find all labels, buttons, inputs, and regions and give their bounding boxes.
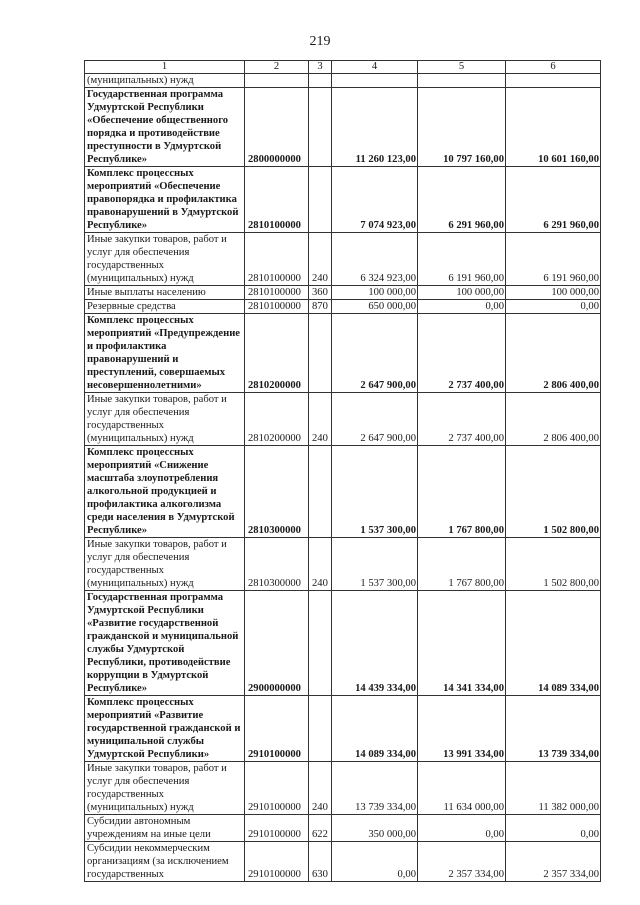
row-name: Иные закупки товаров, работ и услуг для обеспечения государственных (муниципальных) нужд	[85, 233, 245, 286]
row-expense-type: 360	[309, 286, 332, 300]
header-col-3: 3	[309, 61, 332, 74]
row-code: 2810100000	[245, 286, 309, 300]
row-value-col6: 11 382 000,00	[506, 762, 601, 815]
row-code: 2810100000	[245, 167, 309, 233]
row-code: 2810300000	[245, 538, 309, 591]
row-value-col6: 2 357 334,00	[506, 842, 601, 882]
row-value-col6	[506, 74, 601, 88]
row-value-col5: 0,00	[418, 300, 506, 314]
row-value-col5: 2 737 400,00	[418, 314, 506, 393]
header-col-4: 4	[332, 61, 418, 74]
table-row	[85, 233, 601, 286]
row-name: Субсидии автономным учреждениям на иные цели	[85, 815, 245, 842]
row-value-col6: 2 806 400,00	[506, 314, 601, 393]
row-value-col4: 6 324 923,00	[332, 233, 418, 286]
table-row	[85, 74, 601, 88]
row-expense-type: 240	[309, 393, 332, 446]
table-row	[85, 393, 601, 446]
table-row	[85, 696, 601, 762]
row-expense-type	[309, 446, 332, 538]
row-value-col4: 0,00	[332, 842, 418, 882]
row-expense-type	[309, 88, 332, 167]
table-row	[85, 286, 601, 300]
row-name: (муниципальных) нужд	[85, 74, 245, 88]
row-value-col6: 100 000,00	[506, 286, 601, 300]
table-body	[85, 74, 601, 882]
row-value-col5: 11 634 000,00	[418, 762, 506, 815]
row-value-col6: 6 291 960,00	[506, 167, 601, 233]
row-code: 2810200000	[245, 314, 309, 393]
row-name: Комплекс процессных мероприятий «Предупреждение и профилактика правонарушений и преступлений, совершаемых несовершеннолетними»	[85, 314, 245, 393]
row-value-col5: 6 191 960,00	[418, 233, 506, 286]
row-value-col4: 13 739 334,00	[332, 762, 418, 815]
row-expense-type	[309, 74, 332, 88]
row-value-col4: 14 089 334,00	[332, 696, 418, 762]
table-row	[85, 300, 601, 314]
table-row	[85, 762, 601, 815]
row-value-col4: 2 647 900,00	[332, 393, 418, 446]
row-value-col5: 14 341 334,00	[418, 591, 506, 696]
row-expense-type	[309, 696, 332, 762]
table-row	[85, 538, 601, 591]
header-col-6: 6	[506, 61, 601, 74]
row-value-col4: 650 000,00	[332, 300, 418, 314]
row-name: Иные закупки товаров, работ и услуг для обеспечения государственных (муниципальных) нужд	[85, 762, 245, 815]
row-value-col6: 14 089 334,00	[506, 591, 601, 696]
row-value-col5	[418, 74, 506, 88]
row-expense-type: 622	[309, 815, 332, 842]
row-value-col4: 1 537 300,00	[332, 538, 418, 591]
row-code: 2910100000	[245, 815, 309, 842]
row-value-col5: 2 737 400,00	[418, 393, 506, 446]
row-expense-type	[309, 167, 332, 233]
row-value-col6: 6 191 960,00	[506, 233, 601, 286]
row-value-col4: 100 000,00	[332, 286, 418, 300]
row-value-col4: 1 537 300,00	[332, 446, 418, 538]
row-value-col6: 0,00	[506, 300, 601, 314]
budget-table	[84, 60, 601, 882]
table-row	[85, 815, 601, 842]
row-name: Государственная программа Удмуртской Республики «Развитие государственной гражданской и муниципальной службы Удмуртской Республики, противодействие коррупции в Удмуртской Республике»	[85, 591, 245, 696]
row-name: Комплекс процессных мероприятий «Снижение масштаба злоупотребления алкогольной продукцией и профилактика алкоголизма среди населения в Удмуртской Республике»	[85, 446, 245, 538]
row-expense-type	[309, 314, 332, 393]
row-expense-type: 240	[309, 762, 332, 815]
row-value-col6: 1 502 800,00	[506, 538, 601, 591]
row-value-col4	[332, 74, 418, 88]
row-value-col4: 11 260 123,00	[332, 88, 418, 167]
row-code: 2810100000	[245, 233, 309, 286]
row-value-col5: 10 797 160,00	[418, 88, 506, 167]
row-value-col6: 0,00	[506, 815, 601, 842]
row-name: Комплекс процессных мероприятий «Обеспечение правопорядка и профилактика правонарушений в Удмуртской Республике»	[85, 167, 245, 233]
row-expense-type: 240	[309, 538, 332, 591]
page-number: 219	[309, 34, 331, 49]
row-value-col6: 2 806 400,00	[506, 393, 601, 446]
header-col-2: 2	[245, 61, 309, 74]
row-code: 2910100000	[245, 696, 309, 762]
row-name: Иные закупки товаров, работ и услуг для обеспечения государственных (муниципальных) нужд	[85, 393, 245, 446]
row-code: 2810300000	[245, 446, 309, 538]
row-name: Иные закупки товаров, работ и услуг для обеспечения государственных (муниципальных) нужд	[85, 538, 245, 591]
row-code: 2900000000	[245, 591, 309, 696]
row-expense-type	[309, 591, 332, 696]
header-row	[85, 61, 601, 74]
row-expense-type: 240	[309, 233, 332, 286]
row-value-col6: 1 502 800,00	[506, 446, 601, 538]
row-value-col4: 350 000,00	[332, 815, 418, 842]
row-value-col6: 10 601 160,00	[506, 88, 601, 167]
row-code	[245, 74, 309, 88]
table-row	[85, 446, 601, 538]
row-name: Субсидии некоммерческим организациям (за исключением государственных	[85, 842, 245, 882]
row-expense-type: 870	[309, 300, 332, 314]
table-row	[85, 842, 601, 882]
row-value-col4: 7 074 923,00	[332, 167, 418, 233]
row-value-col5: 13 991 334,00	[418, 696, 506, 762]
row-value-col4: 2 647 900,00	[332, 314, 418, 393]
row-code: 2810100000	[245, 300, 309, 314]
row-value-col6: 13 739 334,00	[506, 696, 601, 762]
row-name: Комплекс процессных мероприятий «Развитие государственной гражданской и муниципальной службы Удмуртской Республики»	[85, 696, 245, 762]
row-name: Резервные средства	[85, 300, 245, 314]
table-row	[85, 314, 601, 393]
row-code: 2810200000	[245, 393, 309, 446]
row-value-col4: 14 439 334,00	[332, 591, 418, 696]
table-row	[85, 591, 601, 696]
header-col-5: 5	[418, 61, 506, 74]
table-row	[85, 167, 601, 233]
table-row	[85, 88, 601, 167]
row-expense-type: 630	[309, 842, 332, 882]
row-code: 2910100000	[245, 842, 309, 882]
row-name: Государственная программа Удмуртской Республики «Обеспечение общественного порядка и противодействие преступности в Удмуртской Республике»	[85, 88, 245, 167]
row-value-col5: 1 767 800,00	[418, 446, 506, 538]
row-code: 2910100000	[245, 762, 309, 815]
row-code: 2800000000	[245, 88, 309, 167]
row-value-col5: 0,00	[418, 815, 506, 842]
row-value-col5: 2 357 334,00	[418, 842, 506, 882]
header-col-1: 1	[85, 61, 245, 74]
row-value-col5: 1 767 800,00	[418, 538, 506, 591]
row-value-col5: 6 291 960,00	[418, 167, 506, 233]
row-name: Иные выплаты населению	[85, 286, 245, 300]
row-value-col5: 100 000,00	[418, 286, 506, 300]
